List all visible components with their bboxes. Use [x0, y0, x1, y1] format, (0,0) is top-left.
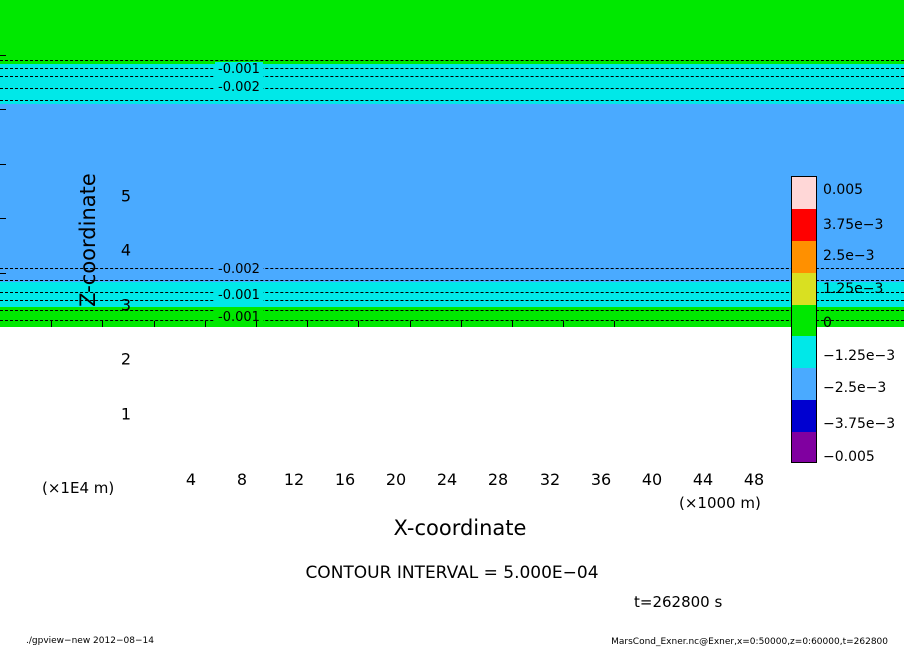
- x-tick-label: 40: [641, 470, 663, 489]
- x-tick-label: 4: [185, 470, 197, 489]
- colorbar-label: −1.25e−3: [823, 348, 896, 364]
- x-axis-unit-label: (×1000 m): [679, 494, 761, 512]
- x-tick: [307, 321, 308, 327]
- color-band: [0, 64, 640, 104]
- y-tick: [0, 164, 6, 165]
- colorbar-cell: [792, 336, 816, 368]
- colorbar-label: 2.5e−3: [823, 248, 875, 264]
- x-tick: [461, 321, 462, 327]
- colorbar-cell: [792, 241, 816, 273]
- x-tick: [614, 321, 615, 327]
- x-tick: [563, 321, 564, 327]
- y-tick: [0, 273, 6, 274]
- x-tick-label: 48: [743, 470, 765, 489]
- contour-label: -0.001: [215, 62, 263, 77]
- x-tick: [51, 321, 52, 327]
- contour-line: [0, 68, 640, 69]
- z-axis-unit-label: (×1E4 m): [42, 479, 115, 497]
- colorbar-cell: [792, 432, 816, 463]
- x-axis-title: X-coordinate: [393, 516, 527, 540]
- x-tick: [256, 321, 257, 327]
- x-tick: [512, 321, 513, 327]
- x-tick-label: 24: [436, 470, 458, 489]
- x-tick-label: 16: [334, 470, 356, 489]
- footer-left: ./gpview−new 2012−08−14: [26, 636, 154, 646]
- colorbar-label: −0.005: [823, 449, 875, 465]
- x-tick: [410, 321, 411, 327]
- footer-right: MarsCond_Exner.nc@Exner,x=0:50000,z=0:60000,t=262800: [611, 637, 888, 647]
- colorbar-label: −3.75e−3: [823, 416, 896, 432]
- y-tick-label: 3: [120, 295, 131, 315]
- colorbar-cell: [792, 273, 816, 305]
- colorbar-cell: [792, 177, 816, 209]
- y-tick-label: 2: [120, 349, 131, 369]
- contour-line: [0, 88, 640, 89]
- colorbar-label: 3.75e−3: [823, 217, 884, 233]
- contour-line: [0, 76, 640, 77]
- colorbar: [791, 176, 817, 463]
- y-axis-title: Z-coordinate: [76, 173, 100, 307]
- time-label: t=262800 s: [634, 593, 723, 611]
- colorbar-label: 0.005: [823, 182, 864, 198]
- colorbar-label: 0: [823, 315, 832, 331]
- y-tick: [0, 218, 6, 219]
- y-tick-label: 5: [120, 186, 131, 206]
- x-tick-label: 8: [236, 470, 248, 489]
- colorbar-label: −2.5e−3: [823, 380, 887, 396]
- colorbar-cell: [792, 368, 816, 400]
- x-tick-label: 36: [590, 470, 612, 489]
- y-tick-label: 4: [120, 240, 131, 260]
- x-tick-label: 28: [487, 470, 509, 489]
- contour-label: -0.001: [215, 310, 263, 325]
- contour-interval-label: CONTOUR INTERVAL = 5.000E−04: [305, 563, 599, 583]
- contour-line: [0, 60, 640, 61]
- colorbar-cell: [792, 305, 816, 337]
- x-tick: [358, 321, 359, 327]
- y-tick-label: 1: [120, 404, 131, 424]
- colorbar-cell: [792, 400, 816, 432]
- y-tick: [0, 55, 6, 56]
- colorbar-cell: [792, 209, 816, 241]
- contour-label: -0.001: [215, 288, 263, 303]
- x-tick: [102, 321, 103, 327]
- contour-label: -0.002: [215, 80, 263, 95]
- x-tick: [154, 321, 155, 327]
- x-tick: [205, 321, 206, 327]
- x-tick-label: 20: [385, 470, 407, 489]
- color-band: [0, 0, 640, 64]
- colorbar-label: 1.25e−3: [823, 281, 884, 297]
- x-tick-label: 44: [692, 470, 714, 489]
- x-tick-label: 32: [539, 470, 561, 489]
- y-tick: [0, 109, 6, 110]
- contour-label: -0.002: [215, 262, 263, 277]
- x-tick-label: 12: [283, 470, 305, 489]
- contour-line: [0, 100, 640, 101]
